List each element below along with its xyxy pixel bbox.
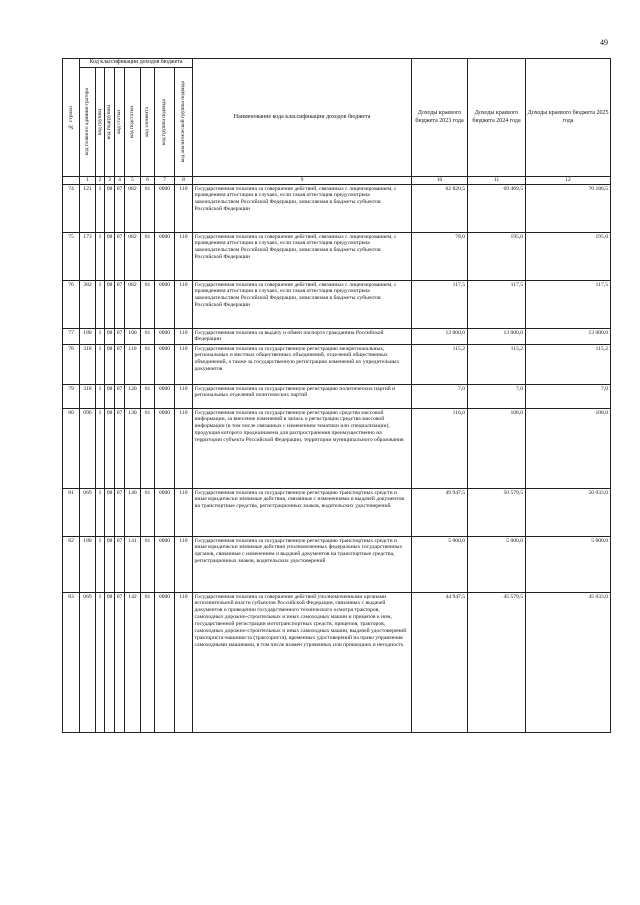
- table-row: [63, 409, 611, 489]
- row-number: 79: [63, 385, 80, 409]
- value-2023: 49 947,5: [412, 489, 468, 537]
- value-2023: 62 820,5: [412, 185, 468, 233]
- code-cell: 01: [141, 593, 155, 733]
- column-number: 6: [141, 177, 155, 185]
- code-cell: 1: [96, 489, 105, 537]
- column-number: 2: [96, 177, 105, 185]
- code-cell: 130: [125, 409, 141, 489]
- table-row: [63, 345, 611, 385]
- year-2025-header: Доходы краевого бюджета 2025 года: [526, 59, 611, 177]
- code-cell: 082: [125, 233, 141, 281]
- revenue-name: Государственная пошлина за государственную регистрацию транспортных средств и иные юридически значимые действия уполномоченных федеральных государственных органов, связанные с изменением и выдачей документов на транспортные средства, регистрационных знаков, водительских удостоверений: [193, 537, 412, 593]
- code-cell: 082: [125, 281, 141, 329]
- table-row: [63, 329, 611, 345]
- code-cell: 1: [96, 233, 105, 281]
- column-number: 10: [412, 177, 468, 185]
- code-cell: 110: [175, 385, 193, 409]
- code-cell: 0000: [155, 233, 175, 281]
- table-row: [63, 281, 611, 329]
- column-number: 7: [155, 177, 175, 185]
- value-2023: 13 000,0: [412, 329, 468, 345]
- code-cell: 100: [125, 329, 141, 345]
- code-cell: 110: [175, 185, 193, 233]
- code-cell: 08: [105, 537, 115, 593]
- code-cell: 01: [141, 537, 155, 593]
- column-number: [63, 177, 80, 185]
- value-2024: 5 000,0: [468, 537, 526, 593]
- value-2025: 7,0: [526, 385, 611, 409]
- value-2025: 108,0: [526, 409, 611, 489]
- value-2025: 13 000,0: [526, 329, 611, 345]
- value-2025: 117,5: [526, 281, 611, 329]
- column-number: 5: [125, 177, 141, 185]
- code-cell: 08: [105, 329, 115, 345]
- row-number: 74: [63, 185, 80, 233]
- code-cell: 0000: [155, 489, 175, 537]
- value-2023: 116,0: [412, 409, 468, 489]
- code-cell: 1: [96, 593, 105, 733]
- code-cell: 07: [115, 281, 125, 329]
- table-body: [63, 185, 611, 733]
- code-cell: 08: [105, 409, 115, 489]
- code-cell: 0000: [155, 593, 175, 733]
- code-cell: 188: [80, 329, 96, 345]
- code-col-header: код группы подвида: [155, 68, 175, 177]
- code-cell: 01: [141, 345, 155, 385]
- code-cell: 1: [96, 409, 105, 489]
- revenue-name: Государственная пошлина за государственную регистрацию транспортных средств и иные юридически значимые действия, связанные с изменениями и выдачей документов на транспортные средства, регистрационных знаков, водительских удостоверений: [193, 489, 412, 537]
- row-number: 81: [63, 489, 80, 537]
- code-cell: 069: [80, 593, 96, 733]
- value-2024: 117,5: [468, 281, 526, 329]
- row-number: 75: [63, 233, 80, 281]
- value-2025: 195,0: [526, 233, 611, 281]
- value-2024: 45 579,5: [468, 593, 526, 733]
- code-cell: 0000: [155, 281, 175, 329]
- revenue-name: Государственная пошлина за государственную регистрацию политических партий и региональных отделений политических партий: [193, 385, 412, 409]
- row-number: 82: [63, 537, 80, 593]
- code-cell: 08: [105, 281, 115, 329]
- column-number: 12: [526, 177, 611, 185]
- code-cell: 07: [115, 489, 125, 537]
- code-col-header: код подгруппы: [105, 68, 115, 177]
- code-cell: 0000: [155, 345, 175, 385]
- value-2024: 115,2: [468, 345, 526, 385]
- page-number: 49: [600, 38, 608, 47]
- table-row: [63, 489, 611, 537]
- value-2024: 7,0: [468, 385, 526, 409]
- table-row: [63, 537, 611, 593]
- revenue-name: Государственная пошлина за совершение действий, связанных с лицензированием, с проведением аттестации в случаях, если такая аттестация предусмотрена законодательством Российской Федерации, зачисляемая в бюджеты субъектов Российской Федерации: [193, 185, 412, 233]
- code-cell: 110: [125, 345, 141, 385]
- revenue-table-sheet: [62, 58, 610, 733]
- value-2023: 117,5: [412, 281, 468, 329]
- code-cell: 08: [105, 233, 115, 281]
- code-cell: 08: [105, 593, 115, 733]
- value-2023: 7,0: [412, 385, 468, 409]
- code-cell: 0000: [155, 409, 175, 489]
- value-2025: 70 186,5: [526, 185, 611, 233]
- code-cell: 1: [96, 281, 105, 329]
- name-column-header: Наименование кода классификации доходов бюджета: [193, 59, 412, 177]
- code-cell: 142: [125, 593, 141, 733]
- revenue-name: Государственная пошлина за выдачу и обмен паспорта гражданина Российской Федерации: [193, 329, 412, 345]
- code-cell: 0000: [155, 537, 175, 593]
- column-number-row: [63, 177, 611, 185]
- code-cell: 1: [96, 537, 105, 593]
- code-cell: 01: [141, 233, 155, 281]
- code-cell: 08: [105, 489, 115, 537]
- code-cell: 110: [175, 593, 193, 733]
- column-number: 4: [115, 177, 125, 185]
- code-cell: 318: [80, 385, 96, 409]
- code-cell: 120: [125, 385, 141, 409]
- code-col-header: код группы: [96, 68, 105, 177]
- revenue-name: Государственная пошлина за совершение действий, связанных с лицензированием, с проведением аттестации в случаях, если такая аттестация предусмотрена законодательством Российской Федерации, зачисляемая в бюджеты субъектов Российской Федерации: [193, 281, 412, 329]
- code-cell: 140: [125, 489, 141, 537]
- value-2023: 78,0: [412, 233, 468, 281]
- code-cell: 01: [141, 281, 155, 329]
- code-group-header: Код классификации доходов бюджета: [80, 59, 193, 68]
- code-cell: 07: [115, 233, 125, 281]
- code-col-header: код подстатьи: [125, 68, 141, 177]
- code-cell: 1: [96, 345, 105, 385]
- value-2024: 13 000,0: [468, 329, 526, 345]
- value-2023: 44 947,5: [412, 593, 468, 733]
- code-cell: 110: [175, 281, 193, 329]
- code-cell: 01: [141, 185, 155, 233]
- code-cell: 110: [175, 409, 193, 489]
- value-2024: 50 579,5: [468, 489, 526, 537]
- code-cell: 07: [115, 345, 125, 385]
- code-cell: 07: [115, 185, 125, 233]
- code-cell: 110: [175, 345, 193, 385]
- value-2025: 50 033,0: [526, 489, 611, 537]
- row-number-header: № строки: [63, 59, 80, 177]
- code-cell: 110: [175, 233, 193, 281]
- revenue-table: [62, 58, 611, 733]
- value-2025: 115,2: [526, 345, 611, 385]
- code-cell: 07: [115, 409, 125, 489]
- revenue-name: Государственная пошлина за государственную регистрацию средства массовой информации, за внесение изменений в запись о регистрации средства массовой информации (в том числе связанных с изменением тематики или специализации), продукция которого предназначена для распространения преимущественно на территории субъекта Российской Федерации, территории муниципального образования: [193, 409, 412, 489]
- column-number: 8: [175, 177, 193, 185]
- code-cell: 1: [96, 385, 105, 409]
- code-cell: 01: [141, 329, 155, 345]
- column-number: 1: [80, 177, 96, 185]
- code-cell: 08: [105, 185, 115, 233]
- code-cell: 318: [80, 345, 96, 385]
- code-cell: 141: [125, 537, 141, 593]
- row-number: 77: [63, 329, 80, 345]
- code-cell: 188: [80, 537, 96, 593]
- revenue-name: Государственная пошлина за совершение действий, связанных с лицензированием, с проведением аттестации в случаях, если такая аттестация предусмотрена законодательством Российской Федерации, зачисляемая в бюджеты субъектов Российской Федерации: [193, 233, 412, 281]
- code-cell: 01: [141, 489, 155, 537]
- code-cell: 07: [115, 593, 125, 733]
- code-cell: 07: [115, 385, 125, 409]
- column-number: 3: [105, 177, 115, 185]
- row-number: 80: [63, 409, 80, 489]
- value-2024: 195,0: [468, 233, 526, 281]
- table-row: [63, 593, 611, 733]
- code-col-header: код статьи: [115, 68, 125, 177]
- value-2023: 5 000,0: [412, 537, 468, 593]
- code-cell: 01: [141, 385, 155, 409]
- code-cell: 07: [115, 329, 125, 345]
- code-cell: 0000: [155, 329, 175, 345]
- code-cell: 1: [96, 329, 105, 345]
- value-2024: 69 469,5: [468, 185, 526, 233]
- row-number: 83: [63, 593, 80, 733]
- table-row: [63, 385, 611, 409]
- code-cell: 382: [80, 281, 96, 329]
- code-cell: 01: [141, 409, 155, 489]
- row-number: 76: [63, 281, 80, 329]
- column-number: 11: [468, 177, 526, 185]
- code-cell: 0000: [155, 385, 175, 409]
- code-cell: 110: [175, 537, 193, 593]
- code-cell: 08: [105, 385, 115, 409]
- column-number: 9: [193, 177, 412, 185]
- code-cell: 110: [175, 489, 193, 537]
- code-cell: 121: [80, 185, 96, 233]
- revenue-name: Государственная пошлина за совершение действий уполномоченными органами исполнительной власти субъектов Российской Федерации, связанных с выдачей документов о проведении государственного технического осмотра тракторов, самоходных дорожно-строительных и иных самоходных машин и прицепов к ним, государственной регистрации мототранспортных средств, прицепов, тракторов, самоходных дорожно-строительных и иных самоходных машин, выдачей удостоверений тракториста-машиниста (тракториста), временных удостоверений на право управления самоходными машинами, в том числе взамен утраченных или пришедших в негодность: [193, 593, 412, 733]
- code-cell: 173: [80, 233, 96, 281]
- value-2025: 5 000,0: [526, 537, 611, 593]
- year-2023-header: Доходы краевого бюджета 2023 года: [412, 59, 468, 177]
- table-row: [63, 233, 611, 281]
- value-2024: 108,0: [468, 409, 526, 489]
- code-cell: 0000: [155, 185, 175, 233]
- code-col-header: код главного администратора: [80, 68, 96, 177]
- code-cell: 069: [80, 489, 96, 537]
- code-col-header: код аналитической группы подвида: [175, 68, 193, 177]
- value-2023: 115,2: [412, 345, 468, 385]
- revenue-name: Государственная пошлина за государственную регистрацию межрегиональных, региональных и местных общественных объединений, отделений общественных объединений, а также за государственную регистрацию изменений их учредительных документов: [193, 345, 412, 385]
- code-cell: 082: [125, 185, 141, 233]
- row-number: 78: [63, 345, 80, 385]
- code-cell: 07: [115, 537, 125, 593]
- year-2024-header: Доходы краевого бюджета 2024 года: [468, 59, 526, 177]
- table-row: [63, 185, 611, 233]
- code-cell: 08: [105, 345, 115, 385]
- code-cell: 096: [80, 409, 96, 489]
- code-col-header: код элемента: [141, 68, 155, 177]
- code-cell: 110: [175, 329, 193, 345]
- code-cell: 1: [96, 185, 105, 233]
- value-2025: 45 033,0: [526, 593, 611, 733]
